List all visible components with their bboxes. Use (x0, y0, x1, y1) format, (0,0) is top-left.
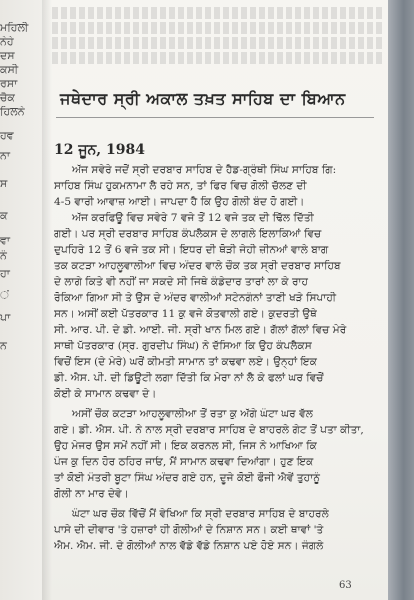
prev-page-fragment: ਹਵ (0, 130, 14, 142)
body-line: ਸੀ. ਆਰ. ਪੀ. ਦੇ ਡੀ. ਆਈ. ਜੀ. ਸ੍ਰੀ ਖਾਨ ਮਿਲ ਗਏ। ਗੱਲਾਂ ਗੱਲਾਂ ਵਿਚ ਮੇਰੇ (54, 324, 347, 336)
prev-page-fragment: ਰਸਾ (0, 78, 18, 90)
body-line: ਐਮ. ਐਮ. ਜੀ. ਦੇ ਗੋਲੀਆਂ ਨਾਲ ਵੱਡੇ ਵੱਡੇ ਨਿਸ਼ਾਨ ਪਏ ਹੋਏ ਸਨ। ਜੰਗਲੇ (54, 540, 324, 552)
previous-page (0, 0, 43, 600)
prev-page-fragment: ਵਾ (0, 235, 11, 247)
body-line: ਕੋਈ ਕੇ ਸਾਮਾਨ ਕਢਵਾ ਦੇ। (54, 388, 157, 400)
body-line: ਦੁਪਹਿਰੇ 12 ਤੋਂ 6 ਵਜੇ ਤਕ ਸੀ। ਇਧਰ ਦੀ ਥੋੜੀ ਜੇਹੀ ਜ਼ੀਨਆਂ ਵਾਲੇ ਬਾਗ (54, 244, 329, 256)
prev-page-fragment: ਨ (0, 340, 7, 352)
prev-page-fragment: ਹਿਲਨੇ (0, 106, 25, 118)
show-through-text (52, 4, 382, 74)
prev-page-fragment: ਚੈਕ (0, 92, 15, 104)
prev-page-fragment: ਪਾ (0, 312, 11, 324)
body-line: ਅੱਜ ਕਰਫਿਊ ਵਿਚ ਸਵੇਰੇ 7 ਵਜੇ ਤੋਂ 12 ਵਜੇ ਤਕ ਦੀ ਢਿੱਲ ਦਿੱਤੀ (72, 212, 314, 224)
body-line: ਤਾਂ ਕੋਈ ਮੰਤਰੀ ਬੂਟਾ ਸਿੰਘ ਅੰਦਰ ਗਏ ਹਨ, ਦੂਜੇ ਕੋਈ ਫੌਜੀ ਐਵੇਂ ਤੁਹਾਨੂੰ (54, 472, 321, 484)
body-line: ਸਾਥੀ ਪੱਤਰਕਾਰ (ਸ੍ਰ. ਗੁਰਦੀਪ ਸਿੰਘ) ਨੇ ਦੱਸਿਆ ਕਿ ਉਹ ਕੰਪਲੈਕਸ (54, 340, 312, 352)
prev-page-fragment: ਕ (0, 210, 8, 222)
body-line: ਗਏ। ਡੀ. ਐਸ. ਪੀ. ਨੇ ਨਾਲ ਸ੍ਰੀ ਦਰਬਾਰ ਸਾਹਿਬ ਦੇ ਬਾਹਰਲੇ ਗੇਟ ਤੋਂ ਪਤਾ ਕੀਤਾ, (54, 424, 364, 436)
body-line: ਗੋਲੀ ਨਾ ਮਾਰ ਦੇਵੇ। (54, 488, 129, 500)
body-line: ਰੋਕਿਆ ਗਿਆ ਸੀ ਤੇ ਉਸ ਦੇ ਅੰਦਰ ਵਾਲੀਆਂ ਸਟੇਨਗੰਨਾਂ ਤਾਣੀ ਖੜੇ ਸਿਪਾਹੀ (54, 292, 337, 304)
body-line: ਪੰਜ ਕੁ ਦਿਨ ਹੋਰ ਠਹਿਰ ਜਾਓ, ਮੈਂ ਸਾਮਾਨ ਕਢਵਾ ਦਿਆਂਗਾ। ਹੁਣ ਇਕ (54, 456, 314, 468)
body-line: ਦੇ ਲਾਗੇ ਕਿਤੇ ਵੀ ਨਹੀਂ ਜਾ ਸਕਦੇ ਸੀ ਜਿਥੇ ਕੰਡੇਦਾਰ ਤਾਰਾਂ ਲਾ ਕੇ ਰਾਹ (54, 276, 309, 288)
prev-page-fragment: ਸ (0, 178, 8, 190)
prev-page-fragment: ਕਸੀ (0, 64, 19, 76)
prev-page-fragment: ਨੰ (0, 250, 7, 262)
body-line: ਤਕ ਕਟੜਾ ਆਹਲੂਵਾਲੀਆ ਵਿਚ ਅੰਦਰ ਵਾਲੇ ਚੌਕ ਤਕ ਸ੍ਰੀ ਦਰਬਾਰ ਸਾਹਿਬ (54, 260, 341, 272)
chapter-heading: ਜਥੇਦਾਰ ਸ੍ਰੀ ਅਕਾਲ ਤਖ਼ਤ ਸਾਹਿਬ ਦਾ ਬਿਆਨ (60, 89, 346, 108)
body-line: ਉਹ ਮੇਜਰ ਉਸ ਸਮੇਂ ਨਹੀਂ ਸੀ। ਇਕ ਕਰਨਲ ਸੀ, ਜਿਸ ਨੇ ਆਖਿਆ ਕਿ (54, 440, 317, 452)
body-line: 4-5 ਵਾਰੀ ਆਵਾਜ਼ ਆਈ। ਜਾਪਦਾ ਹੈ ਕਿ ਉਹ ਗੋਲੀ ਬੰਦ ਹੋ ਗਈ। (54, 196, 305, 208)
prev-page-fragment: ਮਹਿਲੀ (0, 22, 29, 34)
book-page (42, 0, 388, 600)
body-line: ਘੰਟਾ ਘਰ ਚੌਕ ਵਿੱਚੋਂ ਮੈਂ ਵੇਖਿਆ ਕਿ ਸ੍ਰੀ ਦਰਬਾਰ ਸਾਹਿਬ ਦੇ ਬਾਹਰਲੇ (72, 508, 329, 520)
body-line: ਸਾਹਿਬ ਸਿੰਘ ਹੁਕਮਨਾਮਾ ਲੈ ਰਹੇ ਸਨ, ਤਾਂ ਫਿਰ ਵਿਚ ਗੋਲੀ ਚੱਲਣ ਦੀ (54, 180, 307, 192)
heading-divider (56, 117, 374, 118)
body-line: ਪਾਸੇ ਦੀ ਦੀਵਾਰ 'ਤੇ ਹਜ਼ਾਰਾਂ ਹੀ ਗੋਲੀਆਂ ਦੇ ਨਿਸ਼ਾਨ ਸਨ। ਕਈ ਥਾਵਾਂ 'ਤੇ (54, 524, 324, 536)
gutter-shadow (42, 0, 52, 600)
prev-page-fragment: ਨਾ (0, 150, 11, 162)
body-line: ਅਸੀਂ ਚੌਕ ਕਟੜਾ ਆਹਲੂਵਾਲੀਆ ਤੋਂ ਰਤਾ ਕੁ ਅੱਗੇ ਘੰਟਾ ਘਰ ਵੱਲ (72, 408, 313, 420)
body-line: ਗਈ। ਪਰ ਸ੍ਰੀ ਦਰਬਾਰ ਸਾਹਿਬ ਕੰਪਲੈਕਸ ਦੇ ਲਾਗਲੇ ਇਲਾਕਿਆਂ ਵਿਚ (54, 228, 322, 240)
prev-page-fragment: ਦਸ (0, 50, 15, 62)
body-line: ਸਨ। ਅਸੀਂ ਕਈ ਪੱਤਰਕਾਰ 11 ਕੁ ਵਜੇ ਕੋਤਵਾਲੀ ਗਏ। ਕੁਦਰਤੀ ਉਥੇ (54, 308, 317, 320)
body-line: ਅੱਜ ਸਵੇਰੇ ਜਦੋਂ ਸ੍ਰੀ ਦਰਬਾਰ ਸਾਹਿਬ ਦੇ ਹੈਡ-ਗ੍ਰੰਥੀ ਸਿੰਘ ਸਾਹਿਬ ਗਿ: (72, 164, 337, 176)
prev-page-fragment: ਨੇਹੇ (0, 36, 14, 48)
book-cover-edge (388, 0, 414, 600)
prev-page-fragment: ਹਾ (0, 268, 10, 280)
body-line: ਵਿਚੋਂ ਇਸ (ਦੇ ਮੇਰੇ) ਘਰੋਂ ਕੀਮਤੀ ਸਾਮਾਨ ਤਾਂ ਕਢਵਾ ਲਏ। ਉਨ੍ਹਾਂ ਇਕ (54, 356, 317, 368)
page-number: 63 (339, 580, 352, 591)
body-line: ਡੀ. ਐਸ. ਪੀ. ਦੀ ਡਿਊਟੀ ਲਗਾ ਦਿੱਤੀ ਕਿ ਮੇਰਾ ਨਾਂ ਲੈ ਕੇ ਫਲਾਂ ਘਰ ਵਿਚੋਂ (54, 372, 324, 384)
prev-page-fragment: ਂ (0, 290, 9, 302)
date-line: 12 ਜੂਨ, 1984 (54, 142, 145, 158)
